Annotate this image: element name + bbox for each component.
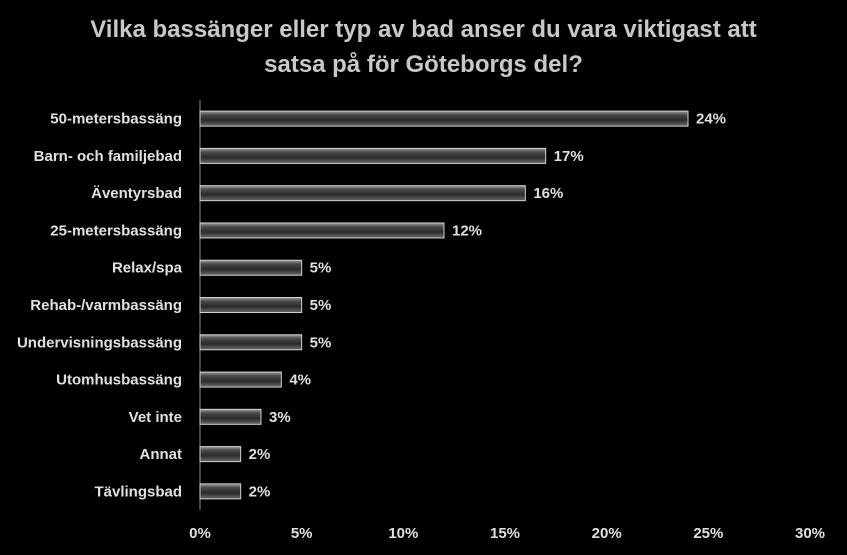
- value-label: 12%: [452, 222, 483, 240]
- value-label: 5%: [309, 334, 332, 352]
- chart-title-line-2: satsa på för Göteborgs del?: [264, 51, 583, 78]
- value-label: 5%: [309, 259, 332, 277]
- bar: [200, 372, 281, 387]
- category-label: Tävlingsbad: [94, 483, 182, 501]
- bar: [200, 148, 546, 163]
- value-labels: [249, 111, 726, 501]
- category-label: Rehab-/varmbassäng: [30, 297, 182, 314]
- category-label: Utomhusbassäng: [56, 371, 182, 389]
- bar: [200, 186, 525, 201]
- category-label: 25-metersbassäng: [50, 222, 182, 240]
- x-tick-label: 10%: [388, 525, 419, 542]
- bar: [200, 260, 302, 275]
- value-label: 24%: [696, 110, 727, 128]
- category-labels: [17, 111, 183, 501]
- value-label: 3%: [269, 408, 291, 426]
- category-label: 50-metersbassäng: [50, 110, 182, 128]
- x-tick-label: 30%: [794, 525, 826, 542]
- x-tick-label: 25%: [693, 525, 724, 542]
- chart-title-line-1: Vilka bassänger eller typ av bad anser du vara viktigast att: [90, 16, 757, 43]
- value-label: 16%: [533, 185, 564, 203]
- value-label: 5%: [309, 297, 332, 314]
- value-label: 17%: [553, 147, 584, 165]
- bar: [200, 298, 302, 313]
- bar: [200, 223, 444, 238]
- bar: [200, 335, 302, 350]
- category-label: Annat: [139, 446, 182, 464]
- category-label: Relax/spa: [111, 259, 182, 277]
- category-label: Barn- och familjebad: [33, 147, 182, 165]
- x-tick-label: 5%: [290, 525, 313, 542]
- bar: [200, 484, 241, 499]
- value-label: 2%: [248, 446, 271, 464]
- value-label: 4%: [289, 371, 312, 389]
- bar: [200, 447, 241, 462]
- category-label: Äventyrsbad: [91, 185, 182, 203]
- x-tick-label: 20%: [591, 525, 622, 542]
- value-label: 2%: [248, 483, 271, 501]
- x-tick-label: 15%: [489, 525, 521, 542]
- x-tick-label: 0%: [189, 525, 211, 542]
- x-tick-labels: [189, 525, 825, 542]
- category-label: Vet inte: [128, 408, 182, 426]
- bar: [200, 409, 261, 424]
- category-label: Undervisningsbassäng: [16, 334, 182, 352]
- bar: [200, 111, 688, 126]
- bars: [200, 111, 688, 499]
